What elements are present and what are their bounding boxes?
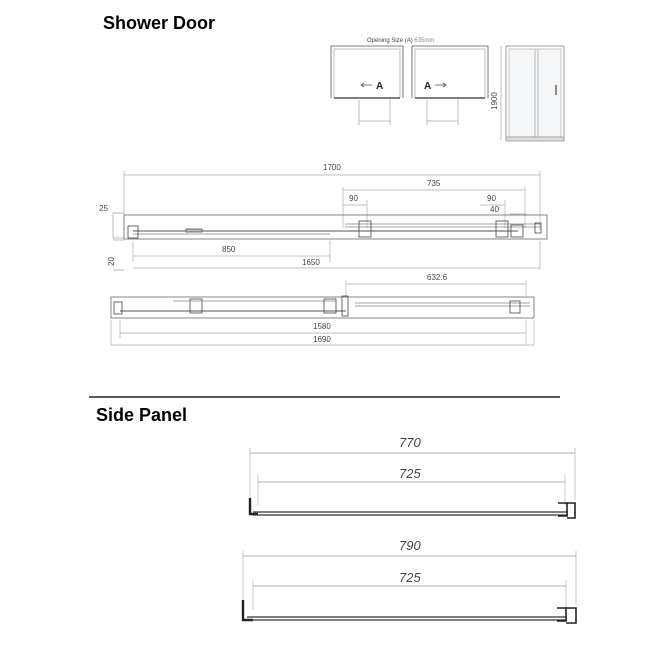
dim-glass-850: 850: [222, 245, 236, 254]
dim-overall-1700: 1700: [323, 163, 341, 172]
left-opening-frame: [331, 46, 403, 98]
dim-overall-1650: 1650: [302, 258, 320, 267]
panel-b-inner: 725: [399, 570, 421, 585]
side-panel-a: [250, 448, 575, 518]
panel-a-overall: 770: [399, 435, 421, 450]
left-opening-inner: [334, 49, 400, 98]
dim-door-735: 735: [427, 179, 441, 188]
dim-depth-25: 25: [99, 204, 108, 213]
opening-size-diagram: [331, 46, 488, 125]
side-panel-b: [243, 551, 576, 623]
dim-offset-left-90: 90: [349, 194, 358, 203]
shower-door-heading: Shower Door: [103, 13, 216, 33]
door-plan-top: [113, 170, 547, 270]
panel-b-overall: 790: [399, 538, 421, 553]
dim-overall-1690: 1690: [313, 335, 331, 344]
dim-offset-40: 40: [490, 205, 499, 214]
dim-inner-1580: 1580: [313, 322, 331, 331]
dim-door-632-6: 632.6: [427, 273, 448, 282]
door-height-label: 1900: [490, 92, 499, 110]
panel-a-inner: 725: [399, 466, 421, 481]
opening-arrow-label-left: A: [376, 81, 384, 92]
opening-arrow-label-right: A: [424, 81, 432, 92]
side-panel-heading: Side Panel: [96, 405, 188, 425]
opening-size-label: Opening Size (A) 635mm: [367, 38, 435, 44]
dim-depth-20: 20: [107, 257, 116, 266]
dim-offset-right-90: 90: [487, 194, 496, 203]
door-elevation: [501, 46, 564, 141]
